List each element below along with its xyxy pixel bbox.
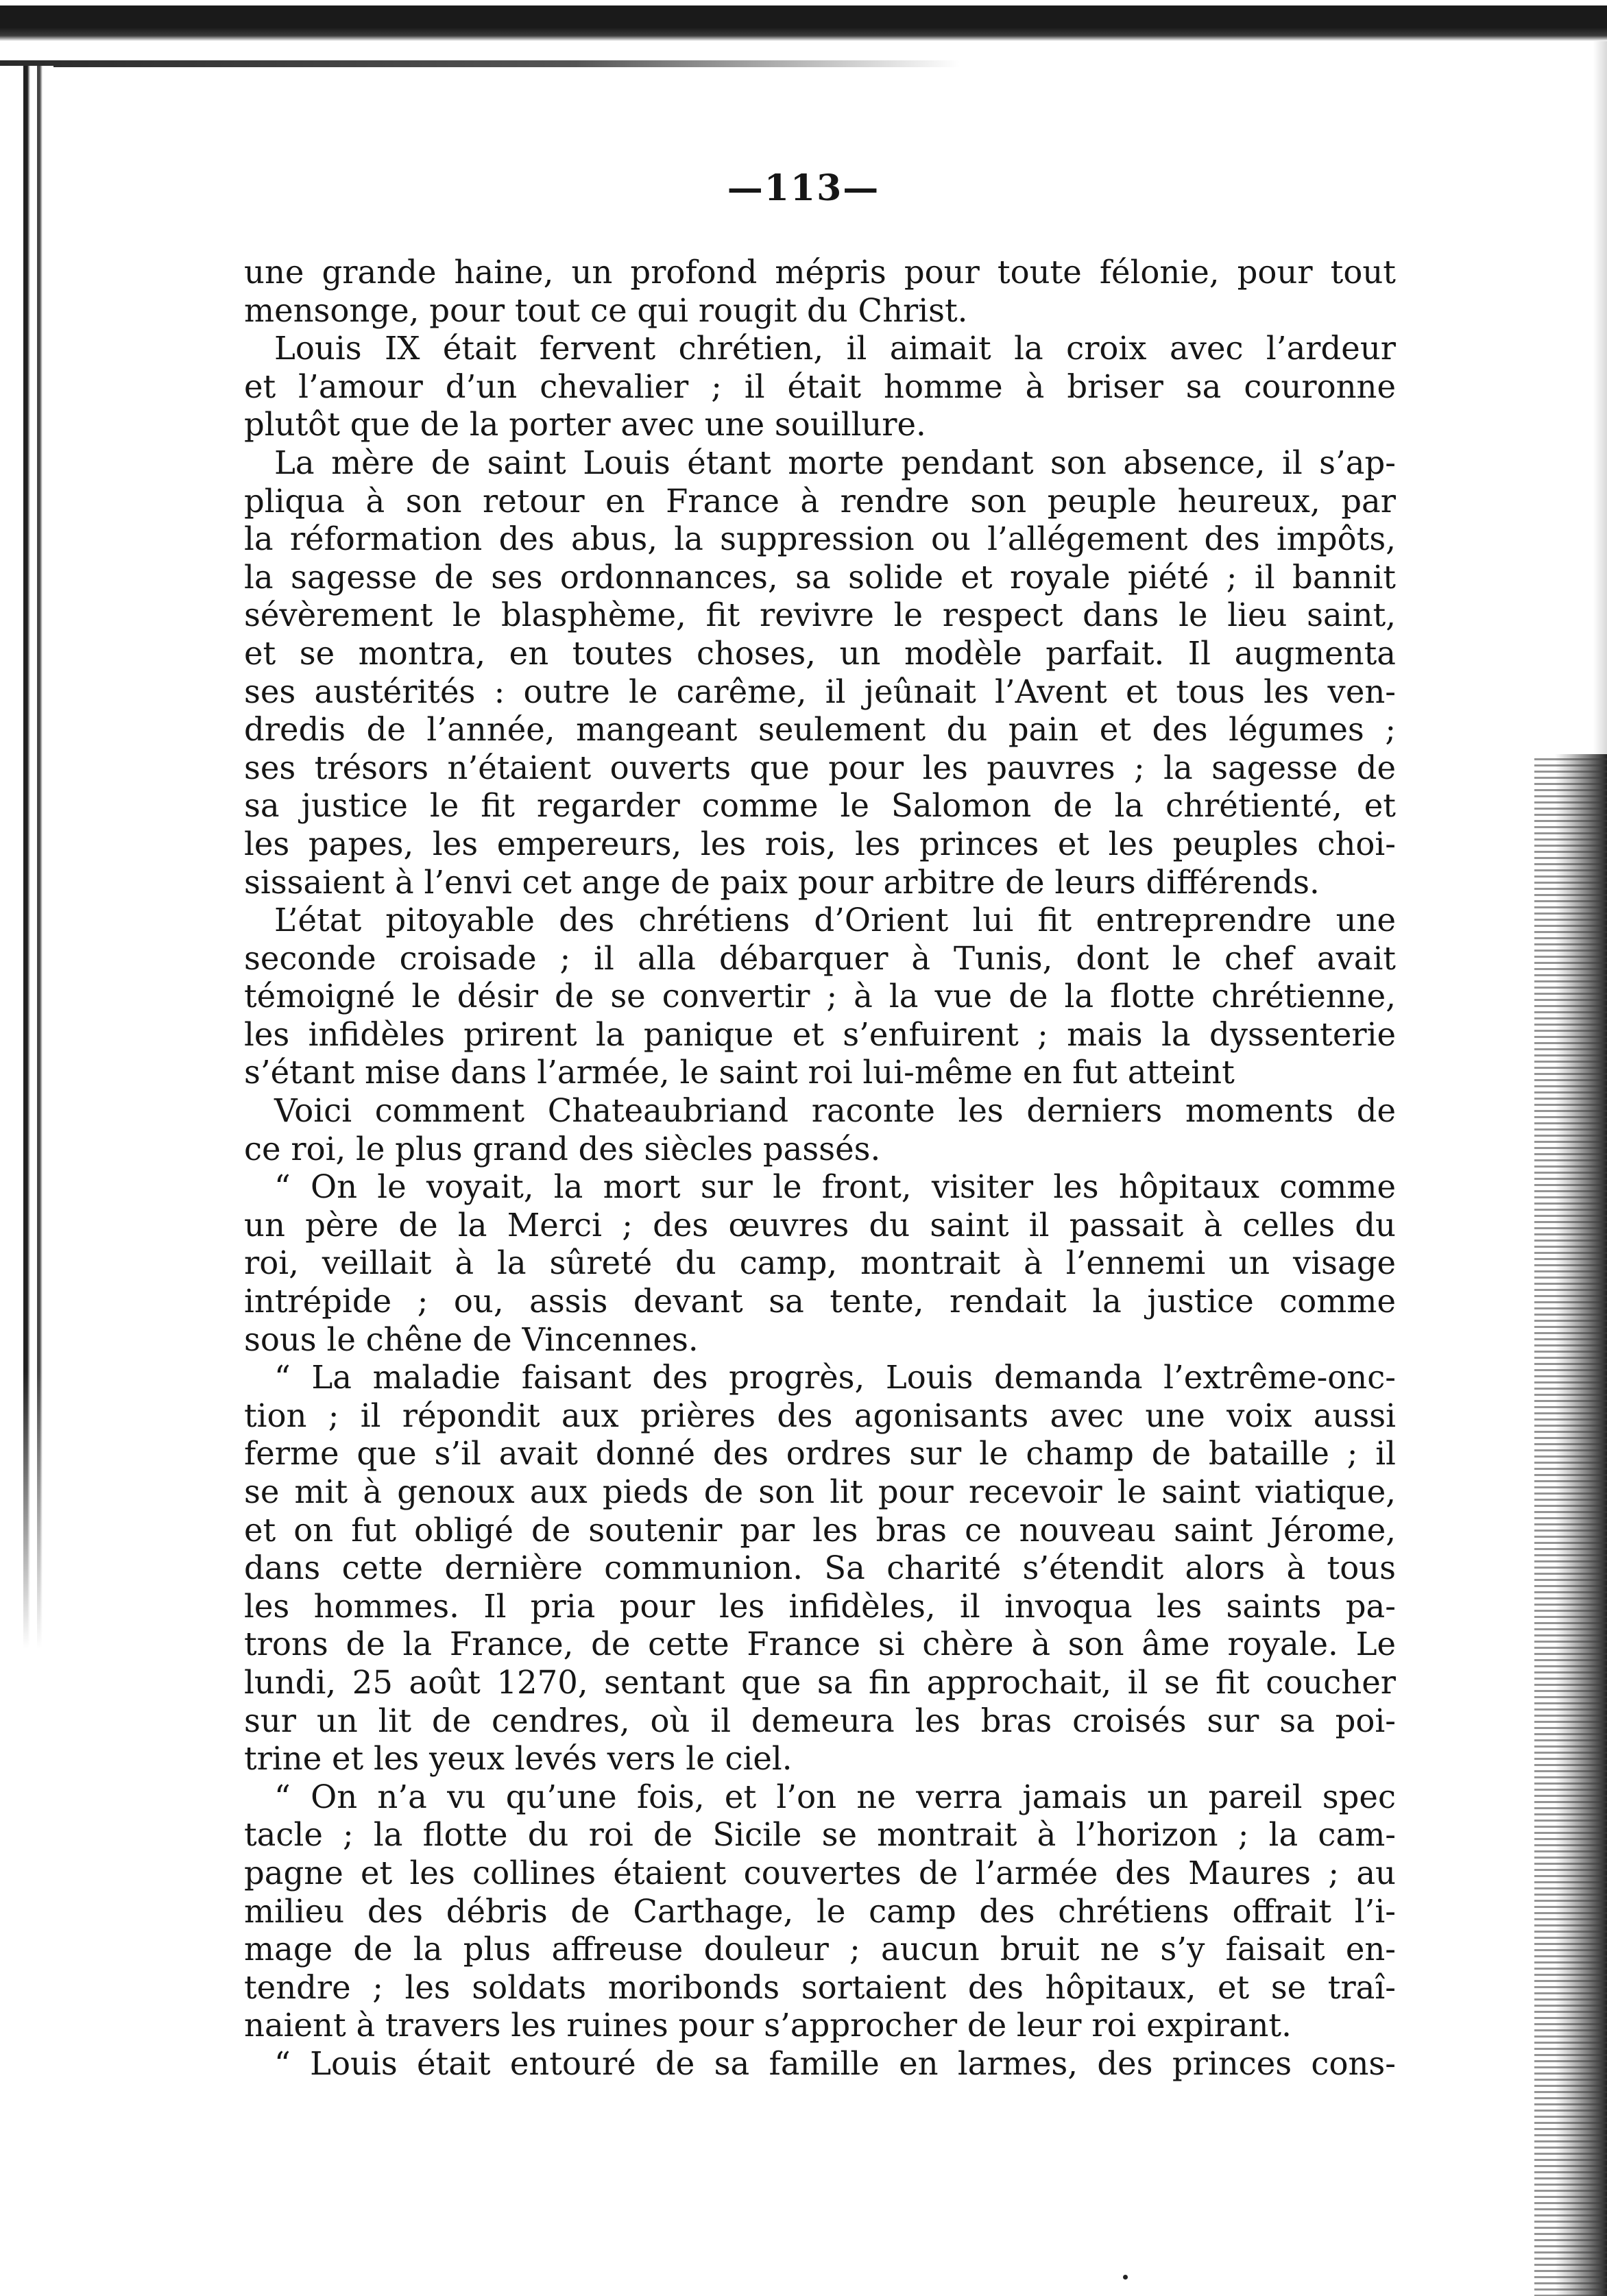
text-line: ses austérités : outre le carême, il jeûnait l’Avent et tous les ven- [244,673,1396,710]
text-line: et se montra, en toutes choses, un modèle parfait. Il augmenta [244,634,1396,672]
ink-speck [1123,2275,1128,2280]
text-line: tion ; il répondit aux prières des agonisants avec une voix aussi [244,1397,1396,1434]
text-line: sa justice le fit regarder comme le Salomon de la chrétienté, et [244,787,1396,825]
page-number: —113— [727,167,880,209]
text-line: se mit à genoux aux pieds de son lit pour recevoir le saint viatique, [244,1473,1396,1510]
text-line: dredis de l’année, mangeant seulement du pain et des légumes ; [244,711,1396,749]
scan-top-border [0,0,1607,66]
text-line: naient à travers les ruines pour s’approcher de leur roi expirant. [244,2007,1292,2044]
text-line: “ On le voyait, la mort sur le front, visiter les hôpitaux comme [274,1168,1396,1206]
text-line: Voici comment Chateaubriand raconte les derniers moments de [274,1092,1396,1130]
text-line: “ La maladie faisant des progrès, Louis demanda l’extrême-onc- [274,1359,1396,1397]
text-line: une grande haine, un profond mépris pour toute félonie, pour tout [244,254,1396,291]
text-line: plutôt que de la porter avec une souillure. [244,406,926,444]
text-line: sous le chêne de Vincennes. [244,1320,699,1358]
text-line: lundi, 25 août 1270, sentant que sa fin approchait, il se fit coucher [244,1663,1396,1701]
text-line: tendre ; les soldats moribonds sortaient des hôpitaux, et se traî- [244,1968,1396,2006]
scan-right-edge-light [1593,41,1607,754]
scan-right-edge-shadow [1534,754,1607,2296]
text-line: L’état pitoyable des chrétiens d’Orient lui fit entreprendre une [274,902,1396,939]
text-line: “ Louis était entouré de sa famille en larmes, des princes cons- [274,2044,1396,2082]
text-line: la sagesse de ses ordonnances, sa solide et royale piété ; il bannit [244,558,1396,596]
text-line: ce roi, le plus grand des siècles passés. [244,1130,881,1168]
text-line: pliqua à son retour en France à rendre son peuple heureux, par [244,482,1396,520]
text-line: mage de la plus affreuse douleur ; aucun bruit ne s’y faisait en- [244,1931,1396,1968]
text-line: ferme que s’il avait donné des ordres sur le champ de bataille ; il [244,1435,1396,1473]
text-line: trons de la France, de cette France si chère à son âme royale. Le [244,1626,1396,1663]
text-line: les papes, les empereurs, les rois, les princes et les peuples choi- [244,825,1396,862]
text-line: trine et les yeux levés vers le ciel. [244,1740,793,1778]
text-line: la réformation des abus, la suppression ou l’allégement des impôts, [244,520,1396,558]
text-line: seconde croisade ; il alla débarquer à Tunis, dont le chef avait [244,939,1396,977]
text-line: sur un lit de cendres, où il demeura les bras croisés sur sa poi- [244,1702,1396,1739]
text-line: pagne et les collines étaient couvertes de l’armée des Maures ; au [244,1854,1396,1892]
text-line: les hommes. Il pria pour les infidèles, il invoqua les saints pa- [244,1587,1396,1625]
text-line: sissaient à l’envi cet ange de paix pour arbitre de leurs différends. [244,863,1320,901]
text-line: témoigné le désir de se convertir ; à la vue de la flotte chrétienne, [244,978,1396,1015]
text-line: s’étant mise dans l’armée, le saint roi lui-même en fut atteint [244,1054,1235,1091]
text-line: ses trésors n’étaient ouverts que pour les pauvres ; la sagesse de [244,749,1396,786]
text-line: Louis IX était fervent chrétien, il aimait la croix avec l’ardeur [274,330,1396,367]
text-line: mensonge, pour tout ce qui rougit du Christ. [244,291,968,329]
text-line: et on fut obligé de soutenir par les bras ce nouveau saint Jérome, [244,1511,1396,1549]
text-line: La mère de saint Louis étant morte pendant son absence, il s’ap- [274,444,1396,481]
text-line: les infidèles prirent la panique et s’enfuirent ; mais la dyssenterie [244,1015,1396,1053]
scan-left-border-fade [21,1371,48,2296]
text-line: et l’amour d’un chevalier ; il était homme à briser sa couronne [244,367,1396,405]
text-line: tacle ; la flotte du roi de Sicile se montrait à l’horizon ; la cam- [244,1816,1396,1854]
text-line: intrépide ; ou, assis devant sa tente, rendait la justice comme [244,1283,1396,1320]
text-line: roi, veillait à la sûreté du camp, montrait à l’ennemi un visage [244,1244,1396,1282]
text-line: milieu des débris de Carthage, le camp des chrétiens offrait l’i- [244,1892,1396,1930]
text-line: sévèrement le blasphème, fit revivre le respect dans le lieu saint, [244,596,1396,634]
body-text [244,254,1396,2083]
scan-top-border-shadow [0,60,960,67]
text-line: dans cette dernière communion. Sa charité s’étendit alors à tous [244,1549,1396,1587]
text-line: un père de la Merci ; des œuvres du saint il passait à celles du [244,1206,1396,1244]
text-line: “ On n’a vu qu’une fois, et l’on ne verra jamais un pareil spec [274,1778,1396,1815]
